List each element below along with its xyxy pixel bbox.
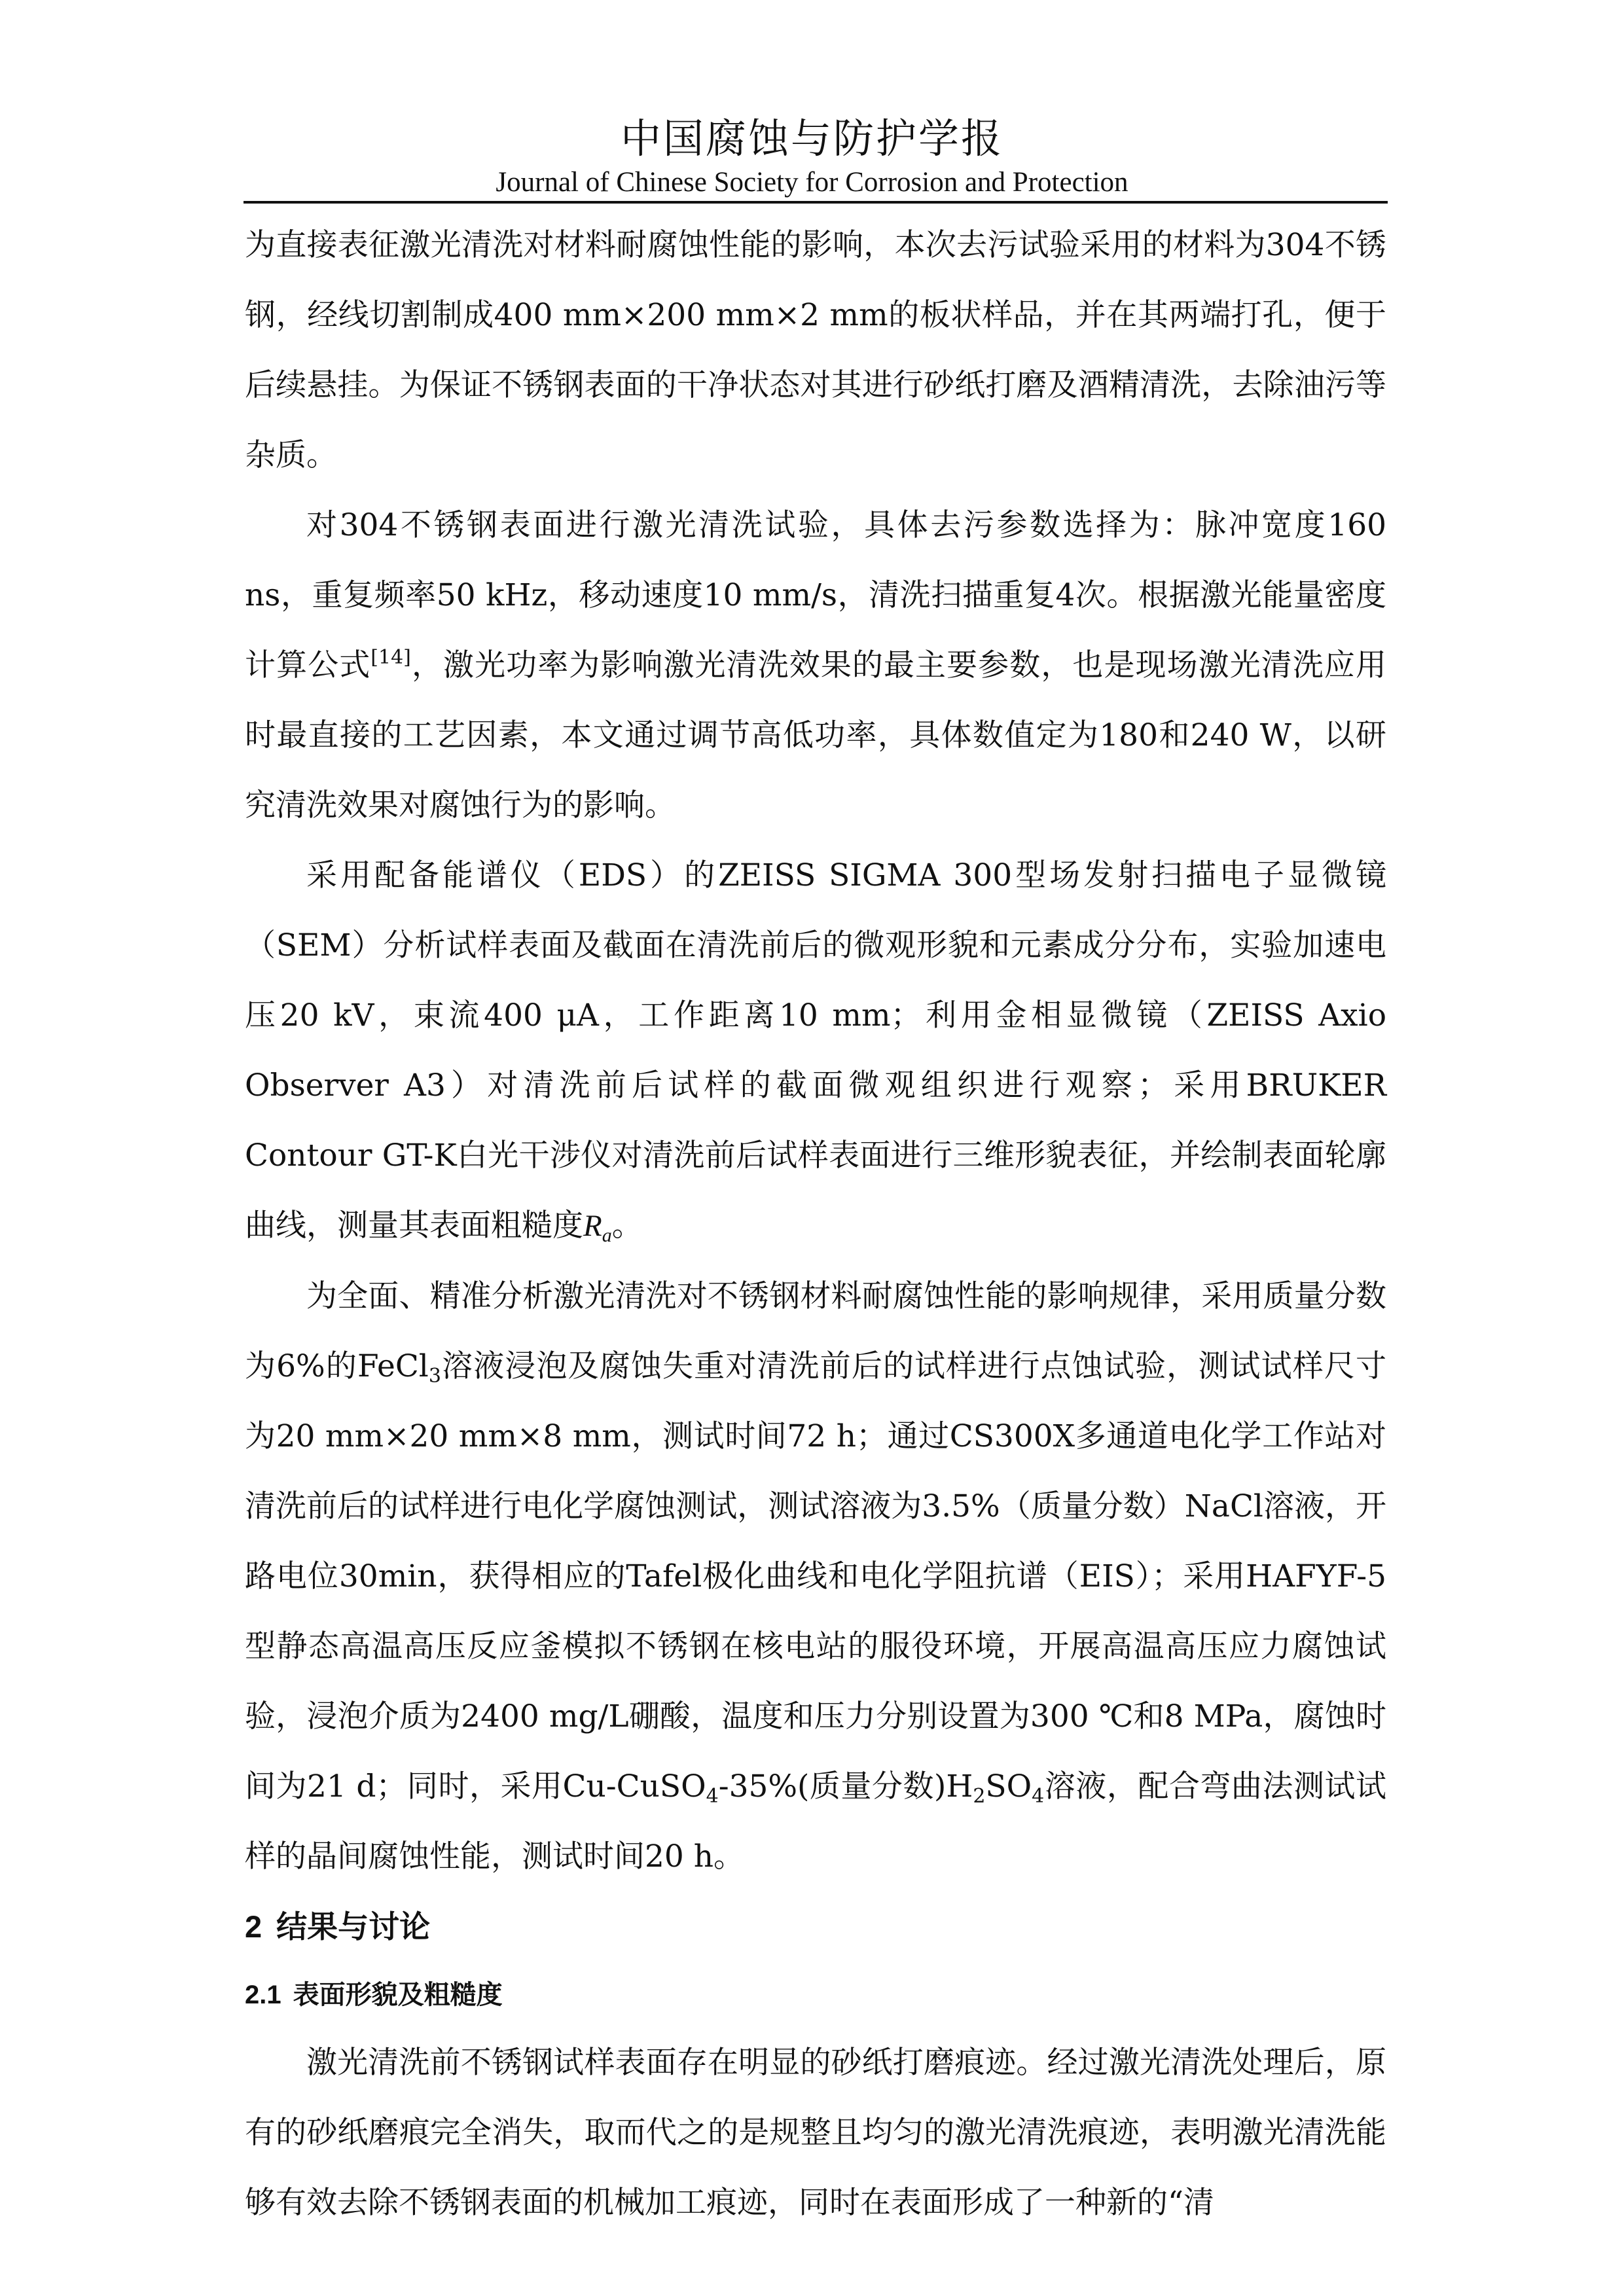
article-body	[245, 210, 1387, 2221]
subscript: 4	[706, 1785, 719, 1808]
citation-ref: [14]	[370, 646, 411, 669]
header-rule	[244, 201, 1388, 204]
subsection-number: 2.1	[245, 1981, 281, 2009]
section-number: 2	[245, 1909, 262, 1944]
subscript: 3	[428, 1365, 441, 1388]
subscript: 2	[973, 1785, 986, 1808]
paragraph-text: ，激光功率为影响激光清洗效果的最主要参数，也是现场激光清洗应用时最直接的工艺因素，本文通过调节高低功率，具体数值定为180和240 W，以研究清洗效果对腐蚀行为的影响。	[245, 647, 1387, 823]
paragraph-surface-morphology: 激光清洗前不锈钢试样表面存在明显的砂纸打磨痕迹。经过激光清洗处理后，原有的砂纸磨痕完全消失，取而代之的是规整且均匀的激光清洗痕迹，表明激光清洗能够有效去除不锈钢表面的机械加工痕迹，同时在表面形成了一种新的“清	[245, 2045, 1386, 2221]
paragraph-characterization	[245, 840, 1386, 1261]
section-title: 结果与讨论	[276, 1909, 431, 1945]
paragraph-text: 对304不锈钢表面进行激光清洗试验，具体去污参数选择为：脉冲宽度160 ns，重复频率50 kHz，移动速度10 mm/s，清洗扫描重复4次。根据激光能量密度计算公式	[245, 507, 1386, 683]
roughness-subscript-text: a	[602, 1225, 612, 1246]
journal-title-cn: 中国腐蚀与防护学报	[620, 115, 1003, 162]
subscript: 4	[1032, 1785, 1045, 1808]
paragraph-corrosion-tests	[245, 1261, 1386, 1892]
paragraph-text: 采用配备能谱仪（EDS）的ZEISS SIGMA 300型场发射扫描电子显微镜（SEM）分析试样表面及截面在清洗前后的微观形貌和元素成分分布，实验加速电压20 kV，束流400 μA，工作距离10 mm；利用金相显微镜（ZEISS Axio Observer A3）对清洗前后试样的截面微观组织进行观察；采用BRUKER Contour GT-K白光干涉仪对清洗前后试样表面进行三维形貌表征，并绘制表面轮廓曲线，测量其表面粗糙度	[245, 857, 1386, 1244]
journal-title-en: Journal of Chinese Society for Corrosion and Protection	[496, 167, 1128, 198]
paragraph-text: 溶液浸泡及腐蚀失重对清洗前后的试样进行点蚀试验，测试试样尺寸为20 mm×20 mm×8 mm，测试时间72 h；通过CS300X多通道电化学工作站对清洗前后的试样进行电化学腐蚀测试，测试溶液为3.5%（质量分数）NaCl溶液，开路电位30min，获得相应的Tafel极化曲线和电化学阻抗谱（EIS）；采用HAFYF-5型静态高温高压反应釜模拟不锈钢在核电站的服役环境，开展高温高压应力腐蚀试验，浸泡介质为2400 mg/L硼酸，温度和压力分别设置为300 ℃和8 MPa，腐蚀时间为21 d；同时，采用Cu-CuSO	[245, 1348, 1386, 1804]
subsection-heading-2-1	[245, 1962, 1386, 2028]
roughness-symbol: R	[583, 1209, 602, 1243]
paragraph-text: SO	[985, 1768, 1032, 1804]
roughness-subscript	[602, 1224, 612, 1247]
paragraph-text: 。	[611, 1208, 643, 1244]
paragraph-laser-parameters	[245, 490, 1386, 840]
section-heading-2	[245, 1892, 1386, 1962]
paragraph-text: 溶液，配合弯曲法测试试样的晶间腐蚀性能，测试时间20 h。	[245, 1768, 1386, 1874]
paragraph-materials: 为直接表征激光清洗对材料耐腐蚀性能的影响，本次去污试验采用的材料为304不锈钢，经线切割制成400 mm×200 mm×2 mm的板状样品，并在其两端打孔，便于后续悬挂。为保证不锈钢表面的干净状态对其进行砂纸打磨及酒精清洗，去除油污等杂质。	[245, 227, 1386, 473]
paragraph-text: 为全面、精准分析激光清洗对不锈钢材料耐腐蚀性能的影响规律，采用质量分数为6%的FeCl	[245, 1278, 1386, 1384]
paragraph-text: -35%(质量分数)H	[718, 1768, 973, 1804]
subsection-title: 表面形貌及粗糙度	[293, 1980, 503, 2010]
